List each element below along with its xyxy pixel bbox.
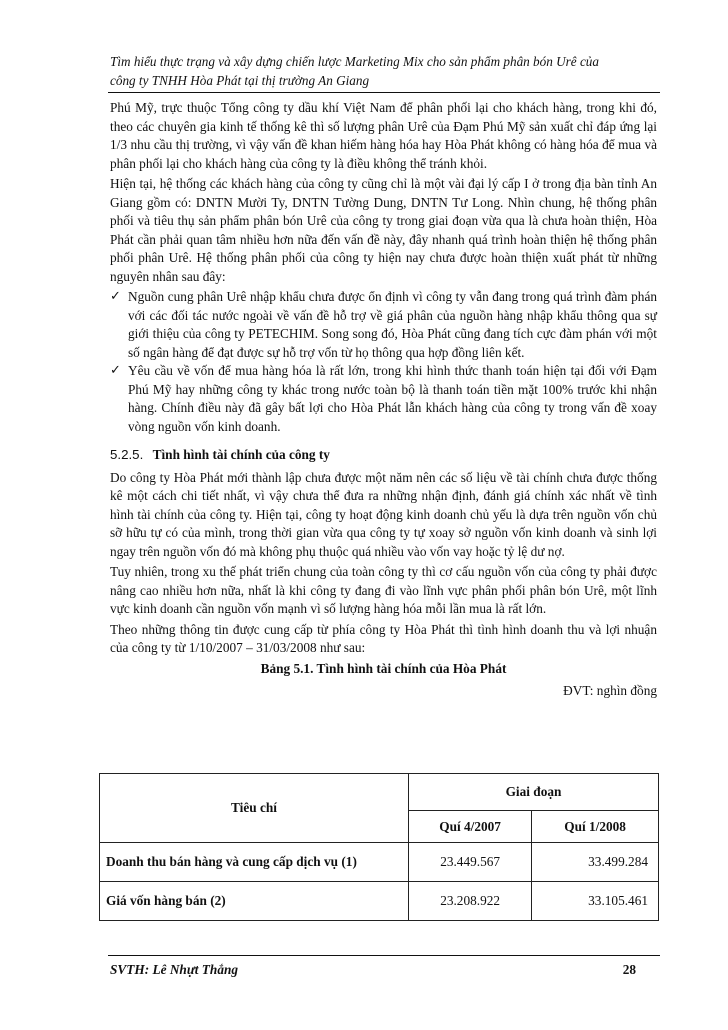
header-quarter-1-2008: Quí 1/2008 [532, 811, 659, 843]
header-divider [108, 92, 660, 93]
running-header [110, 52, 658, 90]
table-caption: Bảng 5.1. Tình hình tài chính của Hòa Phát [260, 660, 507, 676]
unit-label: ĐVT: nghìn đồng [563, 683, 657, 698]
table-header-row [100, 774, 659, 811]
financial-table [99, 773, 659, 921]
list-item-text: Yêu cầu về vốn để mua hàng hóa là rất lớn, trong khi hình thức thanh toán hiện tại đối với Đạm Phú Mỹ hay những công ty khác trong nước toàn bộ là thanh toán tiền mặt 100% trước khi nhận hàng. Chính điều này đã gây bất lợi cho Hòa Phát lẫn khách hàng của công ty trong vấn đề xoay vòng nguồn vốn kinh doanh. [128, 363, 657, 434]
row-value-q1-2008: 33.105.461 [532, 882, 659, 921]
page-number: 28 [622, 962, 636, 977]
header-line-1: Tìm hiểu thực trạng và xây dựng chiến lược Marketing Mix cho sản phẩm phân bón Urê của [110, 54, 599, 69]
paragraph-2: Hiện tại, hệ thống các khách hàng của công ty cũng chỉ là một vài đại lý cấp I ở trong địa bàn tỉnh An Giang gồm có: DNTN Mười Ty, DNTN Tường Dung, DNTN Tư Long. Nhìn chung, hệ thống phân phối và tiêu thụ sản phẩm phân bón Urê của công ty trong giai đoạn vừa qua là chưa hoàn thiện, Hòa Phát cần phải quan tâm nhiều hơn nữa đến vấn đề này, đây nhanh quá trình hoàn thiện hệ thống phân phối phân Urê. Hệ thống phân phối của công ty hiện nay chưa được hoàn thiện xuất phát từ những nguyên nhân sau đây: [110, 176, 657, 284]
checkmark-icon: ✓ [110, 289, 121, 304]
header-quarter-4-2007: Quí 4/2007 [409, 811, 532, 843]
row-value-q1-2008: 33.499.284 [532, 843, 659, 882]
header-period: Giai đoạn [409, 774, 659, 811]
document-body [110, 99, 657, 707]
footer-divider [108, 955, 660, 956]
paragraph-1: Phú Mỹ, trực thuộc Tổng công ty dầu khí Việt Nam để phân phối lại cho khách hàng, trong khi đó, theo các chuyên gia kinh tế thống kê thì số lượng phân Urê của Đạm Phú Mỹ sản xuất chỉ đáp ứng lại 1/3 nhu cầu thị trường, vì vậy vấn đề khan hiếm hàng hóa hay Hòa Phát không có hàng hóa để mua và phân phối lại cho khách hàng của công ty là điều không thể tránh khỏi. [110, 100, 657, 171]
section-heading [110, 446, 657, 465]
header-line-2: công ty TNHH Hòa Phát tại thị trường An Giang [110, 73, 370, 88]
reason-list [110, 288, 657, 436]
row-value-q4-2007: 23.449.567 [409, 843, 532, 882]
header-criteria: Tiêu chí [100, 774, 409, 843]
row-value-q4-2007: 23.208.922 [409, 882, 532, 921]
paragraph-4: Tuy nhiên, trong xu thế phát triển chung của toàn công ty thì cơ cấu nguồn vốn của công ty phải được nâng cao nhiều hơn nữa, nhất là khi công ty đang đi vào lĩnh vực phân phối phân bón Urê, một lĩnh vực kinh doanh cần nguồn vốn mạnh vì số lượng hàng hóa mỗi lần mua là rất lớn. [110, 564, 657, 616]
paragraph-5: Theo những thông tin được cung cấp từ phía công ty Hòa Phát thì tình hình doanh thu và lợi nhuận của công ty từ 1/10/2007 – 31/03/2008 như sau: [110, 621, 657, 655]
list-item [110, 288, 657, 362]
list-item [110, 362, 657, 436]
section-title: Tình hình tài chính của công ty [152, 447, 330, 462]
table-row [100, 882, 659, 921]
table-row [100, 843, 659, 882]
checkmark-icon: ✓ [110, 363, 121, 378]
paragraph-3: Do công ty Hòa Phát mới thành lập chưa được một năm nên các số liệu về tài chính chưa được thống kê một cách chi tiết nhất, vì vậy chưa thể đưa ra những nhận định, đánh giá chính xác nhất về tình hình tài chính của công ty. Hiện tại, công ty hoạt động kinh doanh chủ yếu là dựa trên nguồn vốn chủ sỡ hữu tự có của mình, trong thời gian vừa qua công ty tự xoay sở nguồn vốn kinh doanh và sinh lợi ngay trên nguồn vốn đó mà không phụ thuộc quá nhiều vào vốn vay hoặc tỷ lệ dư nợ. [110, 469, 657, 559]
footer-author: SVTH: Lê Nhựt Thắng [110, 962, 239, 977]
section-number: 5.2.5. [110, 447, 144, 462]
row-label: Giá vốn hàng bán (2) [100, 882, 409, 921]
row-label: Doanh thu bán hàng và cung cấp dịch vụ (1) [100, 843, 409, 882]
list-item-text: Nguồn cung phân Urê nhập khẩu chưa được ổn định vì công ty vẫn đang trong quá trình đàm phán với các đối tác nước ngoài về vấn đề hỗ trợ về giá phân của nguồn hàng nhập khẩu thông qua sự giới thiệu của công ty PETECHIM. Song song đó, Hòa Phát cũng đang tích cực đàm phán với một số ngân hàng để đạt được sự hỗ trợ vốn từ họ thông qua hợp đồng liên kết. [128, 289, 657, 360]
